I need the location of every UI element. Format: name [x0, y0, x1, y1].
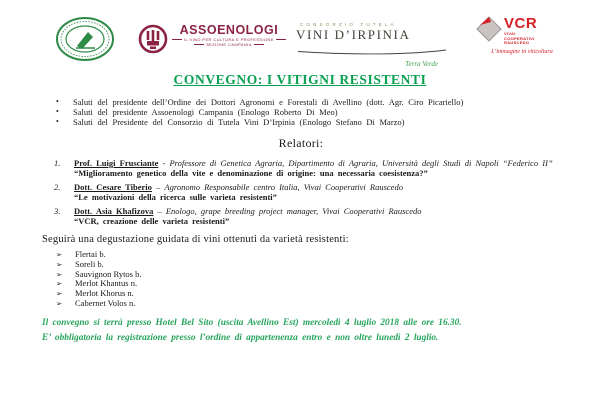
arrow-bullet-icon: ➢	[56, 250, 63, 259]
wine-name: Sauvignon Rytos b.	[75, 268, 142, 279]
list-item	[56, 97, 560, 107]
wine-name: Soreli b.	[75, 258, 104, 269]
greeting-text: Saluti del presidente dell’Ordine dei Dottori Agronomi e Forestali di Avellino (dott. Agr. Ciro Picariello)	[73, 97, 464, 107]
list-item	[56, 117, 560, 127]
speaker-entry	[74, 158, 560, 178]
speaker-number: 1.	[54, 158, 61, 168]
assoenologi-section: SEZIONE CAMPANIA	[194, 42, 264, 47]
greeting-text: Saluti del Presidente del Consorzio di Tutela Vini D’Irpinia (Enologo Stefano Di Marzo)	[73, 117, 405, 127]
speaker-talk-title: “Miglioramento genetico della vite e denominazione di origine: una necessaria coesistenza?”	[74, 168, 428, 178]
document-body	[0, 97, 600, 344]
speaker-number: 3.	[54, 206, 61, 216]
list-item	[56, 250, 560, 260]
speaker-item	[54, 182, 560, 202]
arrow-bullet-icon: ➢	[56, 279, 63, 289]
greeting-text: Saluti del presidente Assoenologi Campania (Enologo Roberto Di Meo)	[73, 107, 338, 117]
tasting-intro: Seguirà una degustazione guidata di vini ottenuti da varietà resistenti:	[42, 234, 349, 245]
wine-name: Merlot Khorus n.	[75, 288, 134, 299]
speaker-number: 2.	[54, 182, 61, 192]
arrow-bullet-icon: ➢	[56, 289, 63, 299]
speaker-separator: –	[151, 182, 165, 192]
vini-irpinia-consorzio-label: CONSORZIO TUTELA	[300, 22, 397, 27]
vcr-company-name: VIVAI COOPERATIVI RAUSCEDO	[504, 31, 535, 46]
speaker-role: Professore di Genetica Agraria, Dipartimento di Agraria, Università degli Studi di Napoli “Federico II”	[169, 158, 553, 168]
wine-list	[56, 250, 560, 309]
speaker-name: Prof. Luigi Frusciante	[74, 158, 159, 168]
speaker-item	[54, 206, 560, 226]
assoenologi-emblem-icon	[138, 24, 168, 54]
divider	[194, 44, 204, 45]
relatori-heading: Relatori:	[278, 136, 324, 150]
vcr-wordmark: VCR	[504, 15, 538, 32]
logo-header	[0, 0, 600, 68]
speaker-role: Enologo, grape breeding project manager, Vivai Cooperativi Rauscedo	[165, 206, 422, 216]
divider	[254, 44, 264, 45]
ordine-agronomi-logo	[54, 16, 116, 67]
terra-verde-script: Terra Verde	[405, 60, 438, 68]
venue-date-note: Il convegno si terrà presso Hotel Bel Sito (uscita Avellino Est) mercoledì 4 luglio 2018 alle ore 16.30.	[42, 317, 462, 328]
registration-note: E’ obbligatoria la registrazione presso l’ordine di appartenenza entro e non oltre lunedì 2 luglio.	[42, 333, 439, 344]
speaker-name: Dott. Asia Khafizova	[74, 206, 154, 216]
speaker-entry	[74, 206, 560, 226]
list-item	[56, 299, 560, 309]
wine-name: Merlot Khantus n.	[75, 278, 138, 289]
speaker-separator: -	[158, 158, 170, 168]
arrow-bullet-icon: ➢	[56, 259, 63, 269]
bullet-icon: •	[56, 117, 59, 126]
vcr-logo	[476, 16, 568, 56]
speaker-talk-title: “VCR, creazione delle varieta resistenti”	[74, 216, 230, 226]
assoenologi-logo	[138, 24, 286, 54]
assoenologi-tagline: IL VINO PER CULTURA E PROFESSIONE	[172, 37, 286, 42]
vini-irpinia-wordmark: VINI D’IRPINIA	[296, 27, 411, 42]
speaker-item	[54, 158, 560, 178]
vcr-slogan-script: L’immagine in viticoltura	[491, 48, 553, 55]
assoenologi-wordmark: ASSOENOLOGI	[179, 23, 279, 37]
bullet-icon: •	[56, 97, 59, 106]
page-title: CONVEGNO: I VITIGNI RESISTENTI	[173, 72, 427, 87]
speakers-list	[42, 158, 560, 226]
wine-name: Cabernet Volos n.	[75, 297, 136, 308]
vini-irpinia-logo	[296, 22, 456, 68]
speaker-role: Agronomo Responsabile centro Italia, Vivai Cooperativi Rauscedo	[164, 182, 403, 192]
vcr-diamond-icon	[476, 16, 502, 42]
divider	[172, 39, 182, 40]
footer-notes	[42, 318, 560, 344]
greetings-list	[56, 97, 560, 127]
arrow-bullet-icon: ➢	[56, 269, 63, 279]
speaker-entry	[74, 182, 560, 202]
ordine-agronomi-seal-icon	[54, 16, 116, 62]
arrow-bullet-icon: ➢	[56, 298, 63, 308]
divider	[276, 39, 286, 40]
wine-name: Flertai b.	[75, 249, 106, 259]
bullet-icon: •	[56, 107, 59, 116]
swash-underline-icon	[296, 49, 448, 55]
list-item	[56, 107, 560, 117]
speaker-name: Dott. Cesare Tiberio	[74, 182, 152, 192]
speaker-separator: –	[153, 206, 166, 216]
speaker-talk-title: “Le motivazioni della ricerca sulle varieta resistenti”	[74, 192, 277, 202]
